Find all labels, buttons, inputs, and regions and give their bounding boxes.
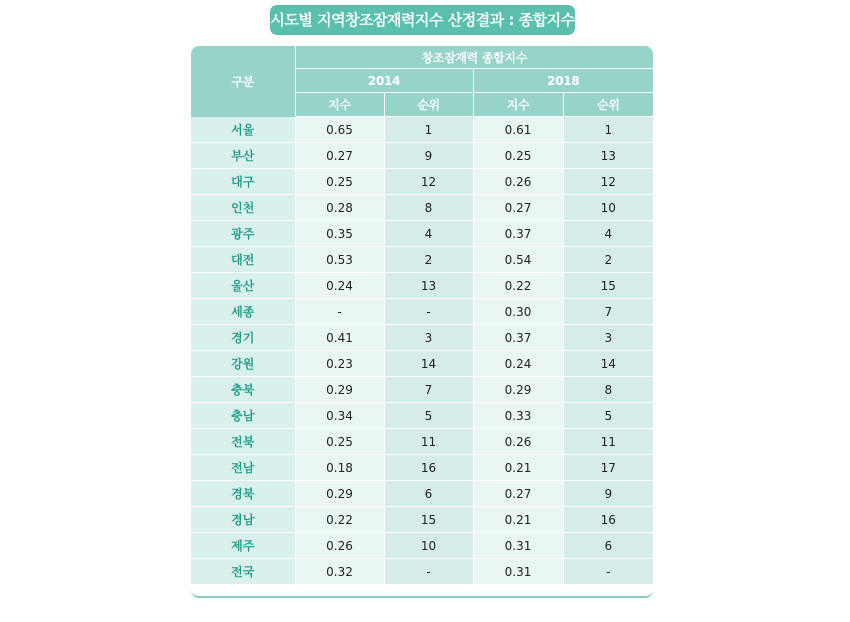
index-2018-cell: 0.22 <box>473 273 563 299</box>
region-cell: 경기 <box>191 325 295 351</box>
rank-2014-cell: 2 <box>384 247 473 273</box>
header-index-2014: 지수 <box>295 93 384 117</box>
rank-2018-cell: 16 <box>563 507 653 533</box>
region-cell: 대구 <box>191 169 295 195</box>
rank-2014-cell: 7 <box>384 377 473 403</box>
header-group: 창조잠재력 종합지수 <box>295 46 653 69</box>
rank-2018-cell: 14 <box>563 351 653 377</box>
rank-2014-cell: - <box>384 559 473 585</box>
index-2014-cell: 0.53 <box>295 247 384 273</box>
region-cell: 충남 <box>191 403 295 429</box>
rank-2018-cell: 9 <box>563 481 653 507</box>
region-cell: 광주 <box>191 221 295 247</box>
region-cell: 강원 <box>191 351 295 377</box>
table-row <box>191 455 653 481</box>
rank-2018-cell: 8 <box>563 377 653 403</box>
index-2014-cell: 0.27 <box>295 143 384 169</box>
region-cell: 울산 <box>191 273 295 299</box>
index-2014-cell: - <box>295 299 384 325</box>
table-row <box>191 169 653 195</box>
rank-2014-cell: 8 <box>384 195 473 221</box>
region-cell: 인천 <box>191 195 295 221</box>
index-2018-cell: 0.29 <box>473 377 563 403</box>
rank-2018-cell: 6 <box>563 533 653 559</box>
region-cell: 충북 <box>191 377 295 403</box>
rank-2018-cell: 1 <box>563 117 653 143</box>
index-2014-cell: 0.25 <box>295 429 384 455</box>
index-2018-cell: 0.54 <box>473 247 563 273</box>
index-2014-cell: 0.25 <box>295 169 384 195</box>
region-cell: 제주 <box>191 533 295 559</box>
index-2018-cell: 0.21 <box>473 507 563 533</box>
rank-2014-cell: - <box>384 299 473 325</box>
rank-2018-cell: 10 <box>563 195 653 221</box>
index-2014-cell: 0.22 <box>295 507 384 533</box>
index-2018-cell: 0.37 <box>473 325 563 351</box>
table-body <box>191 117 653 585</box>
rank-2014-cell: 4 <box>384 221 473 247</box>
index-2014-cell: 0.41 <box>295 325 384 351</box>
index-2014-cell: 0.34 <box>295 403 384 429</box>
table-row <box>191 247 653 273</box>
header-rank-2018: 순위 <box>563 93 653 117</box>
rank-2014-cell: 16 <box>384 455 473 481</box>
table-row <box>191 429 653 455</box>
table-row <box>191 403 653 429</box>
rank-2018-cell: 12 <box>563 169 653 195</box>
rank-2014-cell: 13 <box>384 273 473 299</box>
page-title: 시도별 지역창조잠재력지수 산정결과 : 종합지수 <box>270 5 575 35</box>
table-row <box>191 299 653 325</box>
table-row <box>191 481 653 507</box>
rank-2014-cell: 6 <box>384 481 473 507</box>
table-row <box>191 273 653 299</box>
region-cell: 대전 <box>191 247 295 273</box>
index-2018-cell: 0.27 <box>473 195 563 221</box>
table-header <box>191 46 653 117</box>
rank-2014-cell: 9 <box>384 143 473 169</box>
index-2018-cell: 0.31 <box>473 533 563 559</box>
rank-2014-cell: 12 <box>384 169 473 195</box>
index-2014-cell: 0.26 <box>295 533 384 559</box>
index-2018-cell: 0.30 <box>473 299 563 325</box>
rank-2014-cell: 3 <box>384 325 473 351</box>
rank-2018-cell: 11 <box>563 429 653 455</box>
index-2014-cell: 0.24 <box>295 273 384 299</box>
index-2014-cell: 0.65 <box>295 117 384 143</box>
table-row <box>191 507 653 533</box>
rank-2018-cell: 15 <box>563 273 653 299</box>
index-2018-cell: 0.26 <box>473 429 563 455</box>
rank-2018-cell: 13 <box>563 143 653 169</box>
index-2014-cell: 0.28 <box>295 195 384 221</box>
rank-2014-cell: 11 <box>384 429 473 455</box>
index-2018-cell: 0.61 <box>473 117 563 143</box>
table-row <box>191 377 653 403</box>
region-cell: 경북 <box>191 481 295 507</box>
region-cell: 서울 <box>191 117 295 143</box>
header-rank-2014: 순위 <box>384 93 473 117</box>
rank-2018-cell: 5 <box>563 403 653 429</box>
table-row <box>191 143 653 169</box>
index-2014-cell: 0.32 <box>295 559 384 585</box>
rank-2018-cell: - <box>563 559 653 585</box>
index-2018-cell: 0.24 <box>473 351 563 377</box>
index-2014-cell: 0.29 <box>295 481 384 507</box>
rank-2014-cell: 15 <box>384 507 473 533</box>
index-2018-cell: 0.31 <box>473 559 563 585</box>
index-2014-cell: 0.29 <box>295 377 384 403</box>
region-cell: 전국 <box>191 559 295 585</box>
rank-2018-cell: 17 <box>563 455 653 481</box>
index-2014-cell: 0.35 <box>295 221 384 247</box>
table-row <box>191 221 653 247</box>
index-2018-cell: 0.27 <box>473 481 563 507</box>
header-year-2018: 2018 <box>473 69 653 93</box>
table-row <box>191 117 653 143</box>
table-row <box>191 533 653 559</box>
header-gubun: 구분 <box>191 46 295 117</box>
table-row <box>191 325 653 351</box>
table-row <box>191 351 653 377</box>
rank-2018-cell: 2 <box>563 247 653 273</box>
header-index-2018: 지수 <box>473 93 563 117</box>
index-table <box>191 46 653 598</box>
table-row <box>191 559 653 585</box>
index-2018-cell: 0.21 <box>473 455 563 481</box>
rank-2014-cell: 1 <box>384 117 473 143</box>
rank-2014-cell: 5 <box>384 403 473 429</box>
index-2018-cell: 0.37 <box>473 221 563 247</box>
rank-2018-cell: 3 <box>563 325 653 351</box>
index-2014-cell: 0.18 <box>295 455 384 481</box>
rank-2018-cell: 4 <box>563 221 653 247</box>
region-cell: 경남 <box>191 507 295 533</box>
data-table <box>191 46 653 584</box>
index-2018-cell: 0.25 <box>473 143 563 169</box>
region-cell: 세종 <box>191 299 295 325</box>
region-cell: 전북 <box>191 429 295 455</box>
header-year-2014: 2014 <box>295 69 473 93</box>
region-cell: 부산 <box>191 143 295 169</box>
rank-2014-cell: 14 <box>384 351 473 377</box>
rank-2018-cell: 7 <box>563 299 653 325</box>
index-2018-cell: 0.33 <box>473 403 563 429</box>
region-cell: 전남 <box>191 455 295 481</box>
rank-2014-cell: 10 <box>384 533 473 559</box>
table-row <box>191 195 653 221</box>
index-2018-cell: 0.26 <box>473 169 563 195</box>
index-2014-cell: 0.23 <box>295 351 384 377</box>
